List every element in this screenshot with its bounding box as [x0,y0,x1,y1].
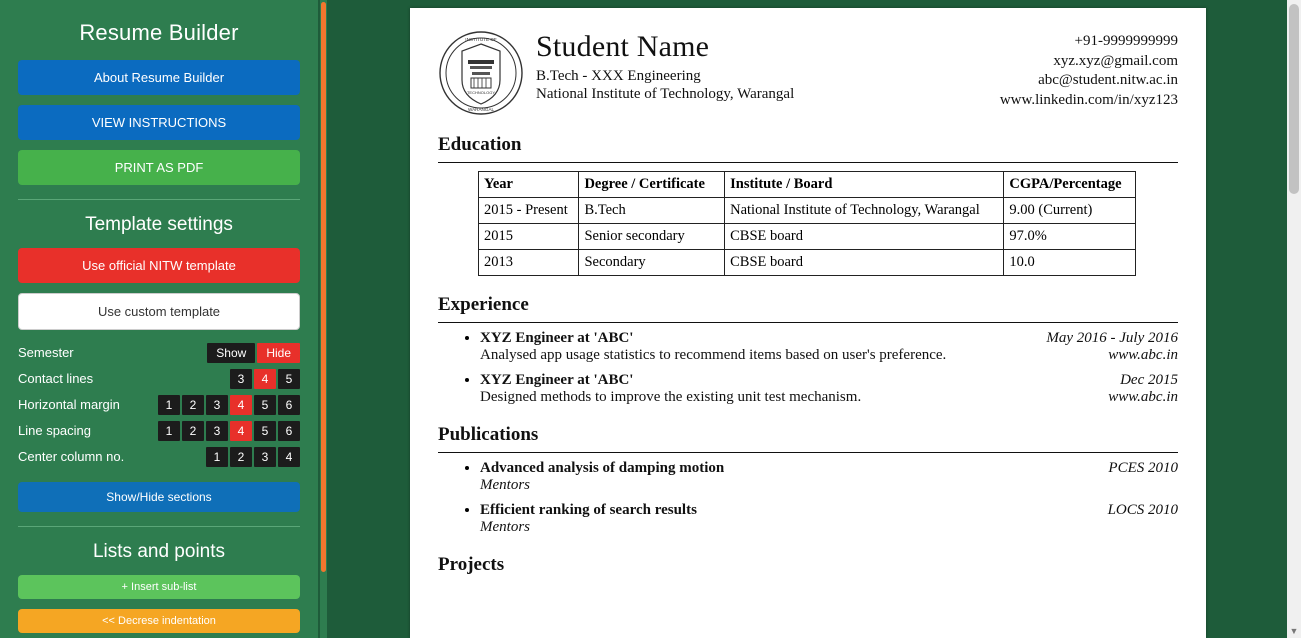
option-row-contact-lines [18,366,300,391]
experience-list [438,329,1178,406]
cell-degree: Secondary [579,250,725,276]
nitw-logo-icon [438,30,524,116]
divider-lists [18,526,300,527]
section-rule-education [438,162,1178,163]
publication-title: • Efficient ranking of search results [480,502,697,518]
option-chips-line-spacing [158,421,300,441]
lists-and-points-title: Lists and points [92,541,226,562]
about-resume-builder-button[interactable]: About Resume Builder [18,60,300,95]
list-item [480,329,1178,364]
show-hide-sections-button[interactable]: Show/Hide sections [18,482,300,512]
option-label-horizontal-margin: Horizontal margin [18,397,120,412]
section-rule-publications [438,452,1178,453]
option-row-horizontal-margin [18,392,300,417]
chip-horizontal-margin-6[interactable]: 6 [278,395,300,415]
education-table [478,171,1136,276]
svg-text:TECHNOLOGY: TECHNOLOGY [466,90,496,95]
chip-horizontal-margin-2[interactable]: 2 [182,395,204,415]
contact-phone: +91-9999999999 [1074,33,1178,49]
page-scrollbar[interactable] [1287,0,1301,638]
cell-cgpa: 97.0% [1004,224,1136,250]
publications-list [438,459,1178,536]
cell-institute: National Institute of Technology, Warangal [725,198,1004,224]
chip-center-column-4[interactable]: 4 [278,447,300,467]
experience-link: www.abc.in [1108,347,1178,363]
experience-link: www.abc.in [1108,389,1178,405]
publication-subtitle: Mentors [480,519,530,535]
chip-semester-show[interactable]: Show [207,343,255,363]
chip-line-spacing-1[interactable]: 1 [158,421,180,441]
publication-title: • Advanced analysis of damping motion [480,460,725,476]
cell-institute: CBSE board [725,224,1004,250]
experience-description: Analysed app usage statistics to recommend items based on user's preference. [480,347,947,363]
use-custom-template-button[interactable]: Use custom template [18,293,300,330]
use-official-nitw-template-button[interactable]: Use official NITW template [18,248,300,283]
sidebar-scrollbar[interactable] [320,0,327,638]
publication-subtitle: Mentors [480,477,530,493]
option-label-contact-lines: Contact lines [18,371,94,386]
chip-line-spacing-6[interactable]: 6 [278,421,300,441]
option-label-center-column-no: Center column no. [18,449,125,464]
section-heading-education: Education [438,134,522,155]
page-scrollbar-thumb[interactable] [1289,4,1299,194]
chip-contact-lines-3[interactable]: 3 [230,369,252,389]
scroll-down-arrow-icon[interactable]: ▼ [1289,626,1299,636]
sidebar [0,0,318,638]
chip-contact-lines-4[interactable]: 4 [254,369,276,389]
chip-horizontal-margin-3[interactable]: 3 [206,395,228,415]
experience-title-row [480,330,1178,347]
table-row [479,224,1136,250]
th-year: Year [479,172,579,198]
option-chips-semester [207,343,300,363]
experience-desc-row [480,389,1178,406]
cell-cgpa: 10.0 [1004,250,1136,276]
contact-block [1000,30,1178,110]
svg-text:INSTITUTE OF: INSTITUTE OF [465,37,497,42]
insert-sub-list-button[interactable]: + Insert sub-list [18,575,300,599]
th-degree: Degree / Certificate [579,172,725,198]
chip-line-spacing-2[interactable]: 2 [182,421,204,441]
chip-line-spacing-3[interactable]: 3 [206,421,228,441]
resume-identity [536,30,1000,103]
divider-template [18,199,300,200]
sidebar-scrollbar-thumb[interactable] [321,2,326,572]
cell-institute: CBSE board [725,250,1004,276]
resume-header [438,30,1178,116]
publication-title-row [480,502,1178,519]
chip-center-column-3[interactable]: 3 [254,447,276,467]
experience-desc-row [480,347,1178,364]
student-degree: B.Tech - XXX Engineering [536,68,701,84]
publication-venue: PCES 2010 [1108,460,1178,476]
cell-year: 2015 - Present [479,198,579,224]
option-row-center-column-no [18,444,300,469]
section-heading-publications: Publications [438,424,539,445]
section-rule-experience [438,322,1178,323]
option-chips-horizontal-margin [158,395,300,415]
contact-email-institute: abc@student.nitw.ac.in [1038,72,1178,88]
experience-date: Dec 2015 [1120,372,1178,388]
experience-description: Designed methods to improve the existing unit test mechanism. [480,389,862,405]
cell-year: 2013 [479,250,579,276]
experience-title: • XYZ Engineer at 'ABC' [480,372,634,388]
svg-text:WARANGAL: WARANGAL [467,107,495,112]
contact-linkedin: www.linkedin.com/in/xyz123 [999,91,1178,108]
experience-title: • XYZ Engineer at 'ABC' [480,330,634,346]
publication-venue: LOCS 2010 [1107,502,1178,518]
chip-line-spacing-4[interactable]: 4 [230,421,252,441]
chip-center-column-1[interactable]: 1 [206,447,228,467]
table-row [479,250,1136,276]
chip-semester-hide[interactable]: Hide [257,343,300,363]
option-label-semester: Semester [18,345,74,360]
cell-year: 2015 [479,224,579,250]
chip-horizontal-margin-5[interactable]: 5 [254,395,276,415]
list-item [480,501,1178,536]
section-heading-projects: Projects [438,554,505,575]
cell-degree: B.Tech [579,198,725,224]
cell-degree: Senior secondary [579,224,725,250]
cell-cgpa: 9.00 (Current) [1004,198,1136,224]
list-item [480,371,1178,406]
list-item [480,459,1178,494]
th-institute: Institute / Board [725,172,1004,198]
option-chips-contact-lines [230,369,300,389]
chip-horizontal-margin-1[interactable]: 1 [158,395,180,415]
table-row [479,198,1136,224]
experience-title-row [480,372,1178,389]
table-header-row [479,172,1136,198]
option-row-line-spacing [18,418,300,443]
experience-date: May 2016 - July 2016 [1046,330,1178,346]
contact-email-personal: xyz.xyz@gmail.com [1053,52,1178,69]
view-instructions-button[interactable]: VIEW INSTRUCTIONS [18,105,300,140]
option-chips-center-column-no [206,447,300,467]
section-heading-experience: Experience [438,294,529,315]
th-cgpa: CGPA/Percentage [1004,172,1136,198]
chip-horizontal-margin-4[interactable]: 4 [230,395,252,415]
chip-line-spacing-5[interactable]: 5 [254,421,276,441]
option-label-line-spacing: Line spacing [18,423,91,438]
sidebar-title: Resume Builder [79,20,239,45]
publication-title-row [480,460,1178,477]
print-as-pdf-button[interactable]: PRINT AS PDF [18,150,300,185]
student-name: Student Name [536,30,710,63]
student-institute: National Institute of Technology, Warangal [536,86,795,102]
decrease-indentation-button[interactable]: << Decrese indentation [18,609,300,633]
template-settings-title: Template settings [85,214,233,235]
option-row-semester [18,340,300,365]
chip-contact-lines-5[interactable]: 5 [278,369,300,389]
resume-preview[interactable] [410,8,1206,638]
chip-center-column-2[interactable]: 2 [230,447,252,467]
